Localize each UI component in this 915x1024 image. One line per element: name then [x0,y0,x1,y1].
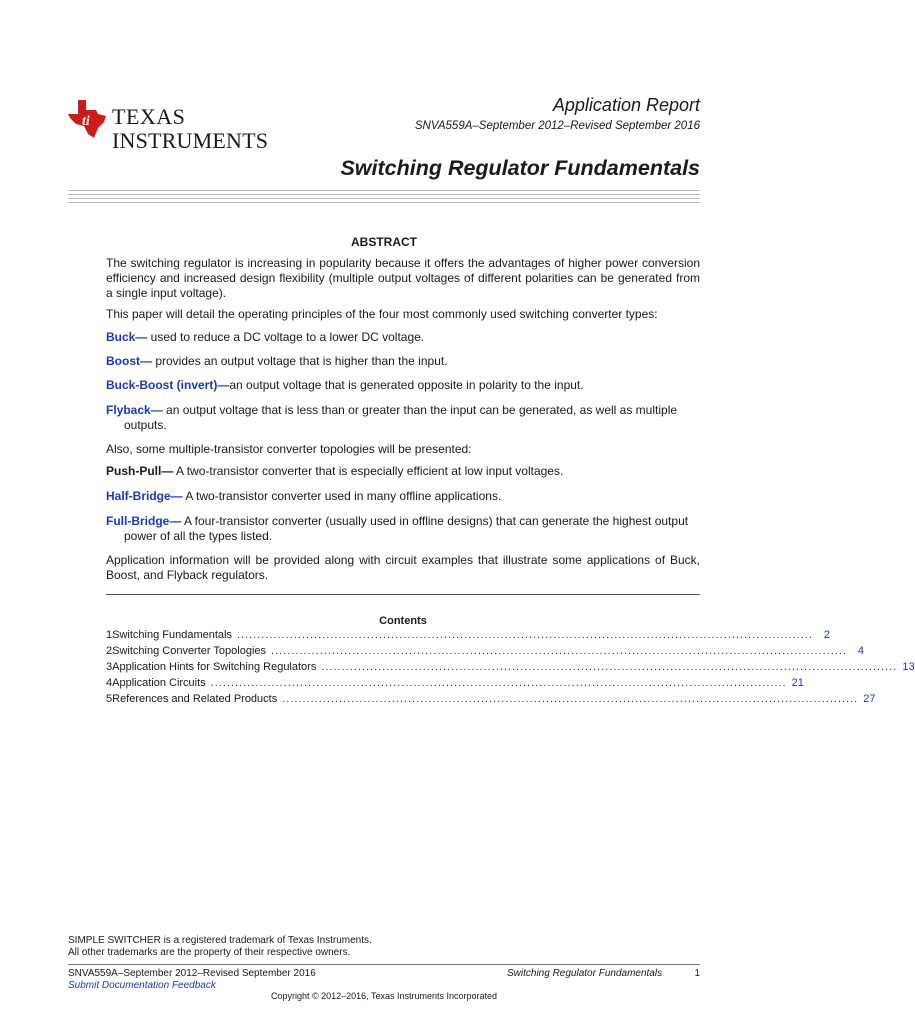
trademark-notice [68,935,372,959]
toc-page-link[interactable]: 4 [857,645,864,657]
desc-half-bridge: A two-transistor converter used in many offline applications. [182,489,502,503]
desc-buck: used to reduce a DC voltage to a lower DC voltage. [147,330,425,344]
type-item-boost [106,354,700,369]
toc-num: 2 [106,645,113,657]
term-flyback[interactable]: Flyback— [106,403,163,417]
term-push-pull: Push-Pull— [106,464,174,478]
page-number: 1 [694,968,700,979]
toc-page-link[interactable]: 13 [902,661,915,673]
toc-leader: .............................................................................................................................................. [210,677,787,689]
header-rules [68,190,700,206]
ti-logo [66,98,269,153]
term-boost[interactable]: Boost— [106,354,152,368]
abstract-heading: ABSTRACT [351,235,417,249]
footer-doc-info: SNVA559A–September 2012–Revised September 2016 [68,968,316,979]
abstract-para2: This paper will detail the operating principles of the four most commonly used switching converter types: [106,307,658,321]
desc-push-pull: A two-transistor converter that is especially efficient at low input voltages. [173,464,564,478]
desc-buck-boost: an output voltage that is generated opposite in polarity to the input. [229,378,584,392]
toc-leader: .............................................................................................................................................. [271,645,847,657]
contents-divider [106,594,700,595]
feedback-link[interactable]: Submit Documentation Feedback [68,980,216,991]
desc-flyback: an output voltage that is less than or greater than the input can be generated, as well as multiple outputs. [124,403,678,432]
footer-rule [68,964,700,965]
report-type: Application Report [552,95,700,115]
type-item-buck [106,330,700,345]
footer-title: Switching Regulator Fundamentals [507,968,663,979]
topology-item-full-bridge [106,514,718,544]
toc-leader: .............................................................................................................................................. [321,661,898,673]
toc-num: 5 [106,693,113,705]
svg-text:ti: ti [82,114,90,129]
table-of-contents [106,629,915,709]
term-half-bridge[interactable]: Half-Bridge— [106,489,183,503]
contents-heading: Contents [379,615,427,627]
desc-boost: provides an output voltage that is higher than the input. [152,354,448,368]
doc-info: SNVA559A–September 2012–Revised September 2016 [414,120,700,132]
toc-row[interactable] [106,661,915,677]
logo-line1: TEXAS [112,104,186,129]
toc-title[interactable]: Application Circuits [112,677,206,689]
texas-logo-icon [66,98,108,140]
type-item-buck-boost [106,378,700,393]
term-buck[interactable]: Buck— [106,330,148,344]
footer-left [68,968,316,992]
toc-title[interactable]: Switching Fundamentals [112,629,232,641]
toc-num: 4 [106,677,113,689]
topology-item-push-pull [106,464,700,479]
desc-full-bridge: A four-transistor converter (usually used in offline designs) that can generate the highest output power of all the types listed. [124,514,689,543]
toc-num: 3 [106,661,113,673]
abstract-para1: The switching regulator is increasing in popularity because it offers the advantages of higher power conversion efficiency and increased design flexibility (multiple output voltages of different polarities can be generated from a single input voltage). [106,256,700,300]
toc-row[interactable] [106,677,804,693]
type-item-flyback [106,403,718,433]
trademark-line1: SIMPLE SWITCHER is a registered trademark of Texas Instruments. [68,935,372,946]
toc-page-link[interactable]: 27 [863,693,876,705]
abstract-para3: Also, some multiple-transistor converter topologies will be presented: [106,442,472,456]
logo-line2: INSTRUMENTS [112,128,269,153]
toc-page-link[interactable]: 2 [823,629,830,641]
abstract-para4: Application information will be provided along with circuit examples that illustrate some applications of Buck, Boost, and Flyback regulators. [106,553,700,582]
toc-title[interactable]: Switching Converter Topologies [112,645,267,657]
term-full-bridge[interactable]: Full-Bridge— [106,514,182,528]
toc-num: 1 [106,629,113,641]
toc-page-link[interactable]: 21 [791,677,804,689]
trademark-line2: All other trademarks are the property of their respective owners. [68,947,351,958]
toc-title[interactable]: References and Related Products [112,693,278,705]
topology-item-half-bridge [106,489,700,504]
document-title: Switching Regulator Fundamentals [340,156,700,180]
copyright: Copyright © 2012–2016, Texas Instruments Incorporated [270,991,498,1001]
toc-leader: .............................................................................................................................................. [282,693,859,705]
toc-row[interactable] [106,629,830,645]
toc-title[interactable]: Application Hints for Switching Regulators [112,661,317,673]
term-buck-boost[interactable]: Buck-Boost (invert)— [106,378,230,392]
toc-row[interactable] [106,645,864,661]
toc-leader: .............................................................................................................................................. [236,629,813,641]
toc-row[interactable] [106,693,876,709]
